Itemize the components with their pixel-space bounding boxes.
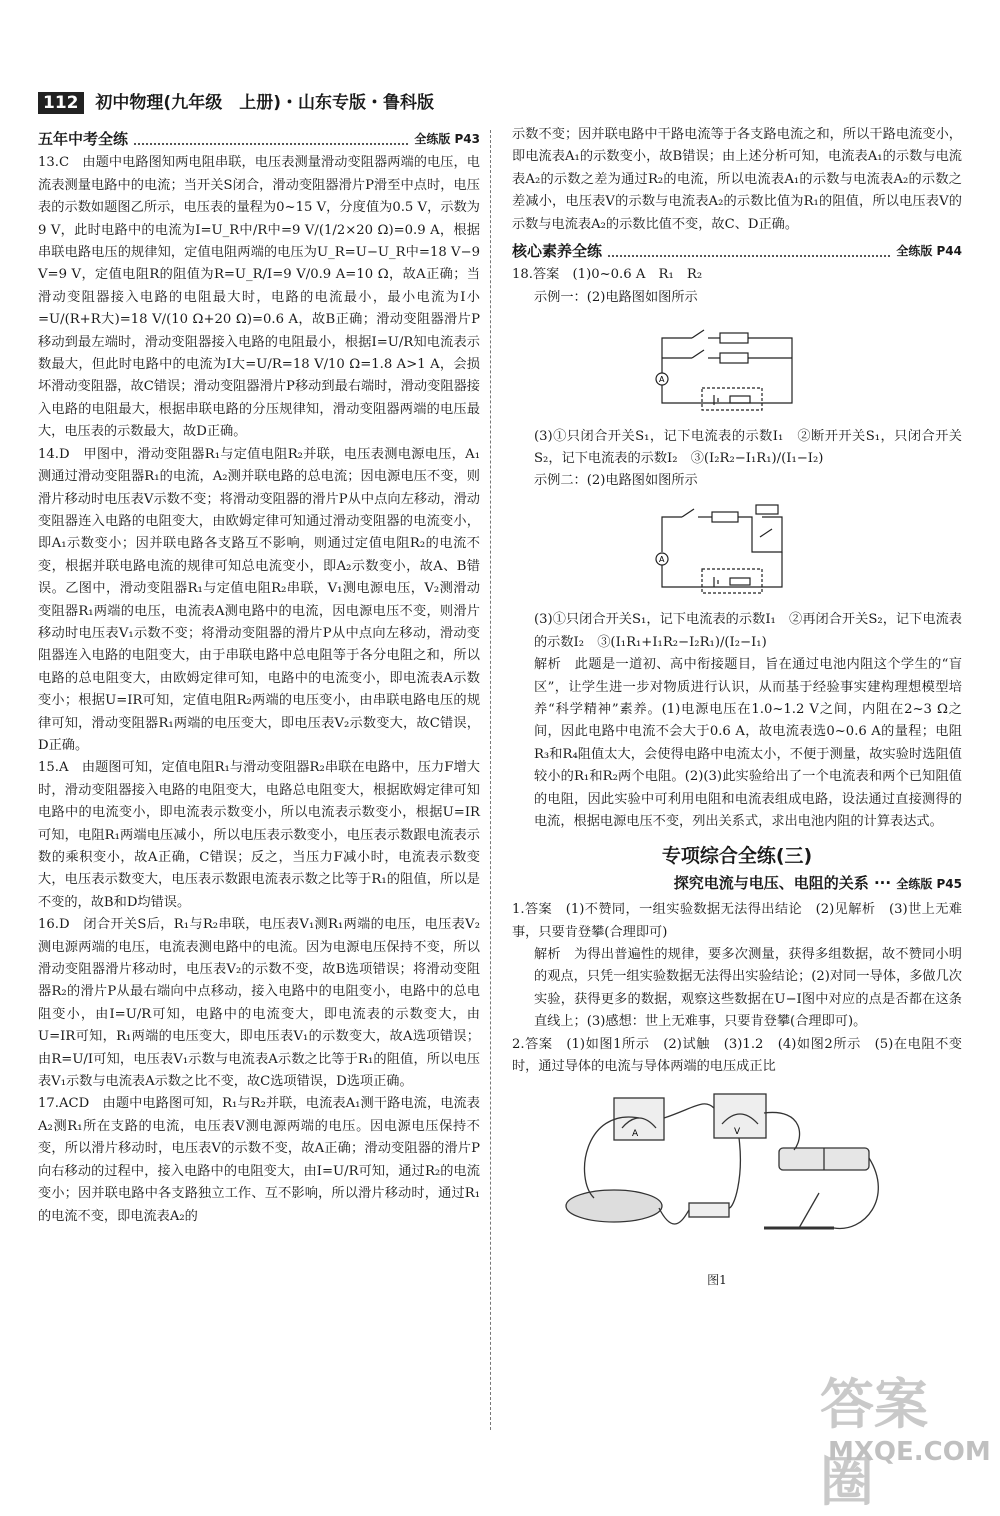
answer-16: 16.D 闭合开关S后，R₁与R₂串联，电压表V₁测R₁两端的电压，电压表V₂测电源两端的电压，电流表测电路中的电流。因为电源电压保持不变，所以滑动变阻器滑片移动时，电压表V₂的示数不变，故B选项错误；将滑动变阻器R₂的滑片P从最右端向中点移动，接入电路中的电阻变小，电路中的总电阻变小，由I=U/R可知，电路中的电流变大，即电流表的示数变大，由U=IR可知，R₁两端的电压变大，即电压表V₁的示数变大，故A选项错误；由R=U/I可知，电压表V₁示数与电流表A示数之比等于R₁的阻值，所以电压表V₁示数与电流表A示数之比不变，故C选项错误，D选项正确。 bbox=[38, 917, 480, 1090]
ammeter-label: A bbox=[659, 375, 665, 385]
example-two-title: 示例二：(2)电路图如图所示 bbox=[534, 473, 698, 489]
example-one-title: 示例一：(2)电路图如图所示 bbox=[534, 289, 698, 305]
answer-15: 15.A 由题图可知，定值电阻R₁与滑动变阻器R₂串联在电路中，压力F增大时，滑动变阻器接入电路的电阻变大，电路总电阻变大，根据欧姆定律可知电路中的电流变小，即电流表示数变小，所以电流表示数变小，根据U=IR可知，电阻R₁两端电压减小，所以电压表示数变小，电压表示数跟电流表示数的乘积变小，故A正确，C错误；反之，当压力F减小时，电流表示数变大，电压表示数变大，电压表示数跟电流表示数之比等于R₁的阻值，所以是不变的，故B和D均错误。 bbox=[38, 760, 480, 910]
page-number: 112 bbox=[38, 92, 84, 114]
ammeter-label: A bbox=[659, 554, 665, 564]
special-subtitle: 探究电流与电压、电阻的关系 bbox=[673, 873, 869, 892]
section-ref: 全练版 P43 bbox=[414, 132, 480, 146]
meter-v-label: V bbox=[734, 1127, 741, 1138]
column-divider bbox=[490, 130, 491, 1430]
analysis-18: 解析 此题是一道初、高中衔接题目，旨在通过电池内阻这个学生的“盲区”，让学生进一步对物质进行认识，从而基于经验事实建构理想模型培养“科学精神”素养。(1)电源电压在1.0~1.2 V之间，内阻在2~3 Ω之间，因此电路中电流不会大于0.6 A，故电流表选0~0.6 A的量程；电阻R₃和R₄阻值太大，会使得电路中电流太小，不便于测量，故实验时选阻值较小的R₁和R₂两个电阻。(2)(3)此实验给出了一个电流表和两个已知阻值的电阻，因此实验中可利用电阻和电流表组成电路，设法通过直接测得的电流，根据电源电压不变，列出关系式，求出电池内阻的计算表达式。 bbox=[534, 657, 962, 829]
analysis-1: 解析 为得出普遍性的规律，要多次测量，获得多组数据，故不赞同小明的观点，只凭一组实验数据无法得出实验结论；(2)对同一导体，多做几次实验，获得更多的数据，观察这些数据在U−I图中对应的点是否都在这条直线上；(3)感想：世上无难事，只要肯登攀(合理即可)。 bbox=[534, 946, 962, 1030]
leader-dots bbox=[608, 245, 890, 257]
section-title: 五年中考全练 bbox=[38, 130, 129, 148]
answer-14: 14.D 甲图中，滑动变阻器R₁与定值电阻R₂并联，电压表测电源电压，A₁测通过滑动变阻器R₁的电流，A₂测并联电路的总电流；因电源电压不变，则滑片移动时电压表V示数不变；将滑动变阻器的滑片P从中点向左移动，滑动变阻器连入电路的电阻变大，由欧姆定律可知通过滑动变阻器的电流变小，即A₁示数变小；因并联电路各支路互不影响，则通过定值电阻R₂的电流不变，根据并联电路电流的规律可知总电流变小，即A₂示数变小，故A、B错误。乙图中，滑动变阻器R₁与定值电阻R₂串联，V₁测电源电压，V₂测滑动变阻器R₁两端的电压，电流表A测电路中的电流，因电源电压不变，则滑片移动时电压表V₁示数不变；将滑动变阻器的滑片P从中点向左移动，滑动变阻器连入电路的电阻变大，由于串联电路中总电阻等于各分电阻之和，所以电路的总电阻变大，由欧姆定律可知，电路中的电流变小，即电流表A示数变小；根据U=IR可知，定值电阻R₂两端的电压变小，由串联电路电压的规律可知，滑动变阻器R₁两端的电压变大，即电压表V₂示数变大，故C错误，D正确。 bbox=[38, 446, 480, 753]
answer-17: 17.ACD 由题中电路图可知，R₁与R₂并联，电流表A₁测干路电流，电流表A₂测R₁所在支路的电流，电压表V测电源两端的电压。因电源电压保持不变，所以滑片移动时，电压表V的示数不变，故A正确；滑动变阻器的滑片P向右移动的过程中，接入电路中的电阻变大，由I=U/R可知，通过R₂的电流变小；因并联电路中各支路独立工作、互不影响，所以滑片移动时，通过R₁的电流不变，即电流表A₂的 bbox=[38, 1096, 480, 1224]
circuit-diagram-1 bbox=[652, 313, 812, 413]
left-column bbox=[38, 124, 480, 1228]
special-title: 专项综合全练(三) bbox=[661, 845, 813, 868]
right-column bbox=[512, 124, 962, 1291]
answer-13: 13.C 由题中电路图知两电阻串联，电压表测量滑动变阻器两端的电压，电流表测量电路中的电流；当开关S闭合，滑动变阻器滑片P滑至中点时，电压表的示数如题图乙所示，电压表的量程为0~15 V，分度值为0.5 V，示数为9 V，此时电路中的电流为I=U_R中/R中=9 V/(1/2×20 Ω)=0.9 A，根据串联电路电压的规律知，定值电阻两端的电压为U_R=U−U_R中=18 V−9 V=9 V，定值电阻R的阻值为R=U_R/I=9 V/0.9 A=10 Ω，故A正确；当滑动变阻器接入电路的电阻最大时，电路的电流最小，最小电流为I小=U/(R+R大)=18 V/(10 Ω+20 Ω)=0.6 A，故B正确；滑动变阻器滑片P移动到最左端时，滑动变阻器接入电路的电阻最小，根据I=U/R知电流表示数最大，但此时电路中的电流为I大=U/R=18 V/10 Ω=1.8 A>1 A，会损坏滑动变阻器，故C错误；滑动变阻器滑片P移动到最右端时，滑动变阻器接入电路的电阻最大，根据串联电路的分压规律知，滑动变阻器两端的电压最大，电压表的示数最大，故D正确。 bbox=[38, 155, 480, 440]
leader-dots bbox=[134, 133, 408, 145]
special-ref: 全练版 P45 bbox=[896, 876, 962, 891]
section-header-core bbox=[512, 240, 962, 262]
meter-a-label: A bbox=[632, 1129, 639, 1140]
answer-1: 1.答案 (1)不赞同，一组实验数据无法得出结论 (2)见解析 (3)世上无难事，只要肯登攀(合理即可) bbox=[512, 902, 962, 940]
answer-17-continued: 示数不变；因并联电路中干路电流等于各支路电流之和，所以干路电流变小，即电流表A₁的示数变小，故B错误；由上述分析可知，电流表A₁的示数与电流表A₂的示数之差为通过R₂的电流，所以电流表A₁的示数与电流表A₂的示数之差减小，电压表V的示数与电流表A₂的示数比值为R₁的阻值，所以电压表V的示数与电流表A₂的示数比值不变，故C、D正确。 bbox=[512, 127, 962, 232]
page-header bbox=[38, 88, 434, 113]
experiment-figure bbox=[564, 1088, 894, 1258]
example-two-steps: (3)①只闭合开关S₁，记下电流表的示数I₁ ②再闭合开关S₂，记下电流表的示数I₂ ③(I₁R₁+I₁R₂−I₂R₁)/(I₂−I₁) bbox=[534, 612, 962, 650]
figure-caption: 图1 bbox=[707, 1272, 727, 1287]
watermark-url: MXQE.COM bbox=[828, 1437, 991, 1467]
answer-2: 2.答案 (1)如图1所示 (2)试触 (3)1.2 (4)如图2所示 (5)在电阻不变时，通过导体的电流与导体两端的电压成正比 bbox=[512, 1036, 962, 1074]
section-header bbox=[38, 128, 480, 150]
special-subtitle-row: 探究电流与电压、电阻的关系 ··· 全练版 P45 bbox=[673, 873, 962, 892]
watermark-logo: 答案圈 bbox=[820, 1373, 928, 1513]
section-ref-core: 全练版 P44 bbox=[896, 244, 962, 259]
section-title-core: 核心素养全练 bbox=[512, 242, 603, 261]
example-one-steps: (3)①只闭合开关S₁，记下电流表的示数I₁ ②断开开关S₁，只闭合开关S₂，记下电流表的示数I₂ ③(I₂R₂−I₁R₁)/(I₁−I₂) bbox=[534, 428, 962, 467]
answer-18: 18.答案 (1)0~0.6 A R₁ R₂ bbox=[512, 267, 703, 283]
circuit-diagram-2 bbox=[652, 497, 812, 597]
book-title: 初中物理(九年级 上册)・山东专版・鲁科版 bbox=[95, 93, 434, 113]
